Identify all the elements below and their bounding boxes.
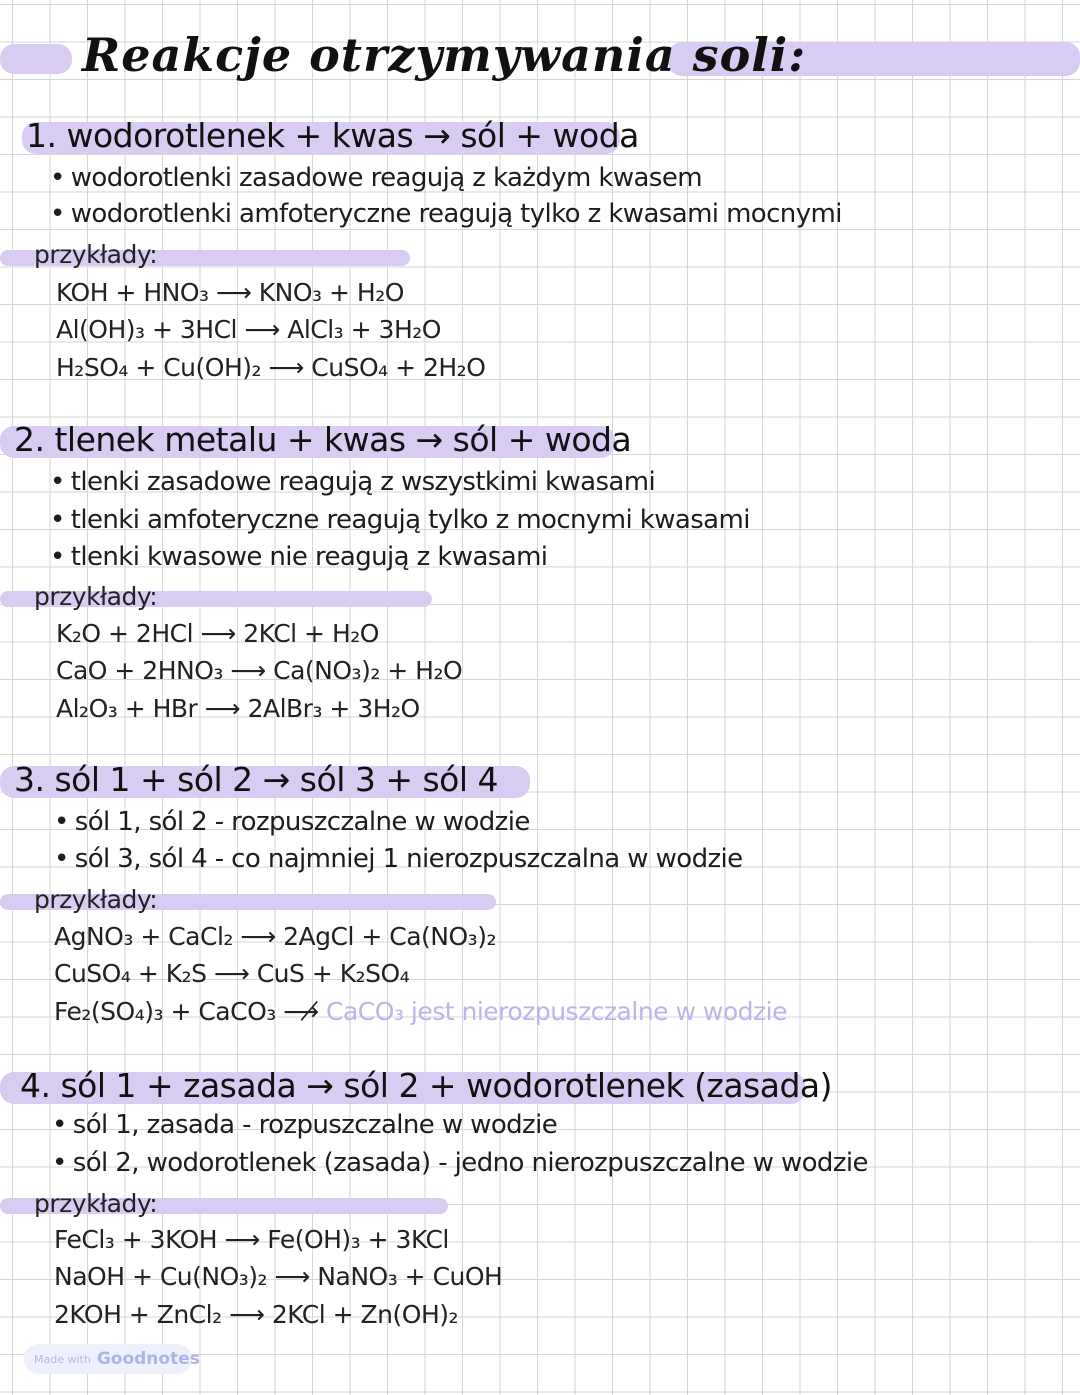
section-2-equation: CaO + 2HNO₃ ⟶ Ca(NO₃)₂ + H₂O [56, 656, 463, 685]
section-4-equation: 2KOH + ZnCl₂ ⟶ 2KCl + Zn(OH)₂ [54, 1300, 459, 1329]
section-4-equation: FeCl₃ + 3KOH ⟶ Fe(OH)₃ + 3KCl [54, 1225, 449, 1254]
section-2-heading: 2. tlenek metalu + kwas → sól + woda [14, 420, 632, 459]
section-1-bullet: • wodorotlenki amfoteryczne reagują tylko z kwasami mocnymi [50, 199, 842, 229]
section-4-bullet: • sól 1, zasada - rozpuszczalne w wodzie [52, 1110, 557, 1140]
section-4-examples-label: przykłady: [34, 1189, 158, 1218]
section-3-equation-row [54, 997, 787, 1026]
section-1-bullet: • wodorotlenki zasadowe reagują z każdym kwasem [50, 163, 702, 193]
section-2-bullet: • tlenki kwasowe nie reagują z kwasami [50, 542, 547, 572]
section-2-examples-label: przykłady: [34, 582, 158, 611]
section-2-equation: Al₂O₃ + HBr ⟶ 2AlBr₃ + 3H₂O [56, 694, 420, 723]
section-3-equation: AgNO₃ + CaCl₂ ⟶ 2AgCl + Ca(NO₃)₂ [54, 922, 496, 951]
section-1-equation: Al(OH)₃ + 3HCl ⟶ AlCl₃ + 3H₂O [56, 315, 441, 344]
section-2-bullet: • tlenki zasadowe reagują z wszystkimi kwasami [50, 467, 655, 497]
goodnotes-logo: Goodnotes [96, 1349, 200, 1369]
section-1-equation: H₂SO₄ + Cu(OH)₂ ⟶ CuSO₄ + 2H₂O [56, 353, 486, 382]
section-4-equation: NaOH + Cu(NO₃)₂ ⟶ NaNO₃ + CuOH [54, 1262, 503, 1291]
section-3-bullet: • sól 1, sól 2 - rozpuszczalne w wodzie [54, 807, 530, 837]
section-3-equation: Fe₂(SO₄)₃ + CaCO₃ ⟶̸ [54, 997, 327, 1026]
section-1-examples-label: przykłady: [34, 240, 158, 269]
section-3-equation: CuSO₄ + K₂S ⟶ CuS + K₂SO₄ [54, 959, 410, 988]
section-1-heading: 1. wodorotlenek + kwas → sól + woda [26, 116, 639, 155]
badge-prefix: Made with [34, 1352, 91, 1366]
made-with-goodnotes-badge[interactable] [24, 1344, 200, 1374]
section-2-equation: K₂O + 2HCl ⟶ 2KCl + H₂O [56, 619, 379, 648]
section-3-bullet: • sól 3, sól 4 - co najmniej 1 nierozpuszczalna w wodzie [54, 844, 743, 874]
section-1-equation: KOH + HNO₃ ⟶ KNO₃ + H₂O [56, 278, 404, 307]
section-4-heading: 4. sól 1 + zasada → sól 2 + wodorotlenek (zasada) [20, 1066, 833, 1105]
section-3-examples-label: przykłady: [34, 885, 158, 914]
section-4-bullet: • sól 2, wodorotlenek (zasada) - jedno nierozpuszczalne w wodzie [52, 1148, 868, 1178]
section-2-bullet: • tlenki amfoteryczne reagują tylko z mocnymi kwasami [50, 505, 750, 535]
section-3-equation-note: CaCO₃ jest nierozpuszczalne w wodzie [326, 997, 787, 1026]
section-3-heading: 3. sól 1 + sól 2 → sól 3 + sól 4 [14, 760, 499, 799]
title-highlight-left [0, 44, 72, 74]
page-title: Reakcje otrzymywania soli: [82, 28, 807, 82]
